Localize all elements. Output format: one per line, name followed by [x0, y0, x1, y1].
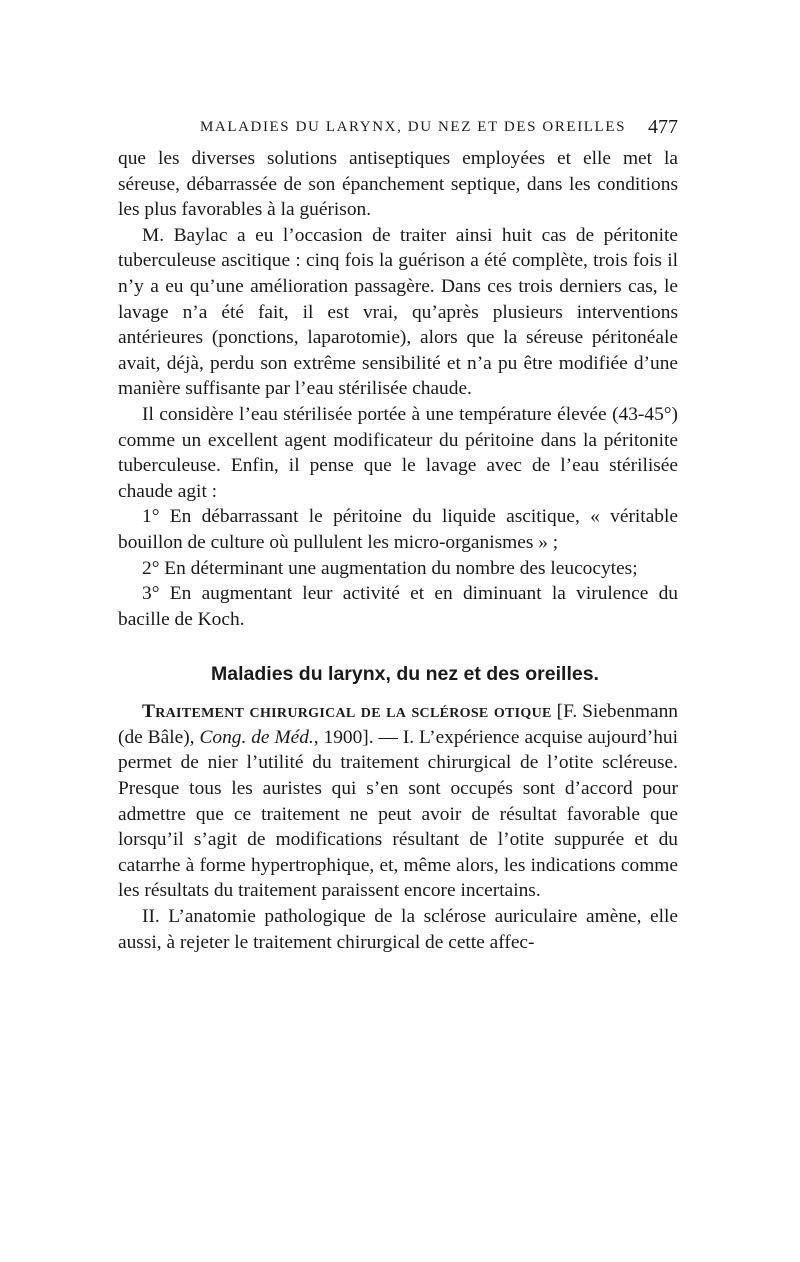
article-paragraph-1 — [118, 699, 678, 904]
running-title: MALADIES DU LARYNX, DU NEZ ET DES OREILLES — [199, 119, 627, 135]
running-head — [118, 112, 678, 142]
article-body: , 1900]. — I. L’expérience acquise aujourd’hui permet de nier l’utilité du traitement chirurgical de l’otite scléreuse. Presque tous les auristes qui s’en sont occupés sont d’accord pour admettre que ce traitement ne peut avoir de résultat favorable que lorsqu’il s’agit de modifications résultant de l’otite suppurée et du catarrhe à forme hypertrophique, et, même alors, les indications comme les résultats du traitement paraissent encore incertains. — [118, 726, 678, 902]
list-item-3: 3° En augmentant leur activité et en diminuant la virulence du bacille de Koch. — [118, 583, 678, 630]
list-item-2: 2° En déterminant une augmentation du nombre des leucocytes; — [142, 557, 638, 579]
paragraph-sterilized-water: Il considère l’eau stérilisée portée à une température élevée (43-45°) comme un excellent agent modificateur du péritoine dans la péritonite tuberculeuse. Enfin, il pense que le lavage avec de l’eau stérilisée chaude agit : — [118, 403, 678, 502]
article-reference: [F. Siebenmann (de Bâle), — [118, 701, 679, 748]
paragraph-baylac-cases: M. Baylac a eu l’occasion de traiter ainsi huit cas de péritonite tuberculeuse ascitique : cinq fois la guérison a été complète, trois fois il n’y a eu qu’une amélioration passagère. Dans ces trois derniers cas, le lavage n’a été fait, il est vrai, qu’après plusieurs interventions antérieures (ponctions, laparotomie), alors que la séreuse péritonéale avait, déjà, perdu son extrême sensibilité et n’a pu être modifiée d’une manière suffisante par l’eau stérilisée chaude. — [118, 224, 678, 400]
list-item-1: 1° En débarrassant le péritoine du liquide ascitique, « véritable bouillon de culture où pullulent les micro-organismes » ; — [118, 506, 678, 553]
main-text — [118, 146, 678, 955]
section-heading: Maladies du larynx, du nez et des oreilles. — [211, 663, 599, 686]
article-title: Traitement chirurgical de la sclérose otique — [142, 701, 552, 723]
paragraph-continuation: que les diverses solutions antiseptiques employées et elle met la séreuse, débarrassée de son épanchement septique, dans les conditions les plus favorables à la guérison. — [118, 148, 678, 221]
page-number: 477 — [648, 116, 678, 138]
article-paragraph-2: II. L’anatomie pathologique de la sclérose auriculaire amène, elle aussi, à rejeter le traitement chirurgical de cette affec- — [118, 906, 678, 953]
journal-name: Cong. de Méd. — [199, 726, 314, 748]
book-page — [118, 112, 678, 955]
